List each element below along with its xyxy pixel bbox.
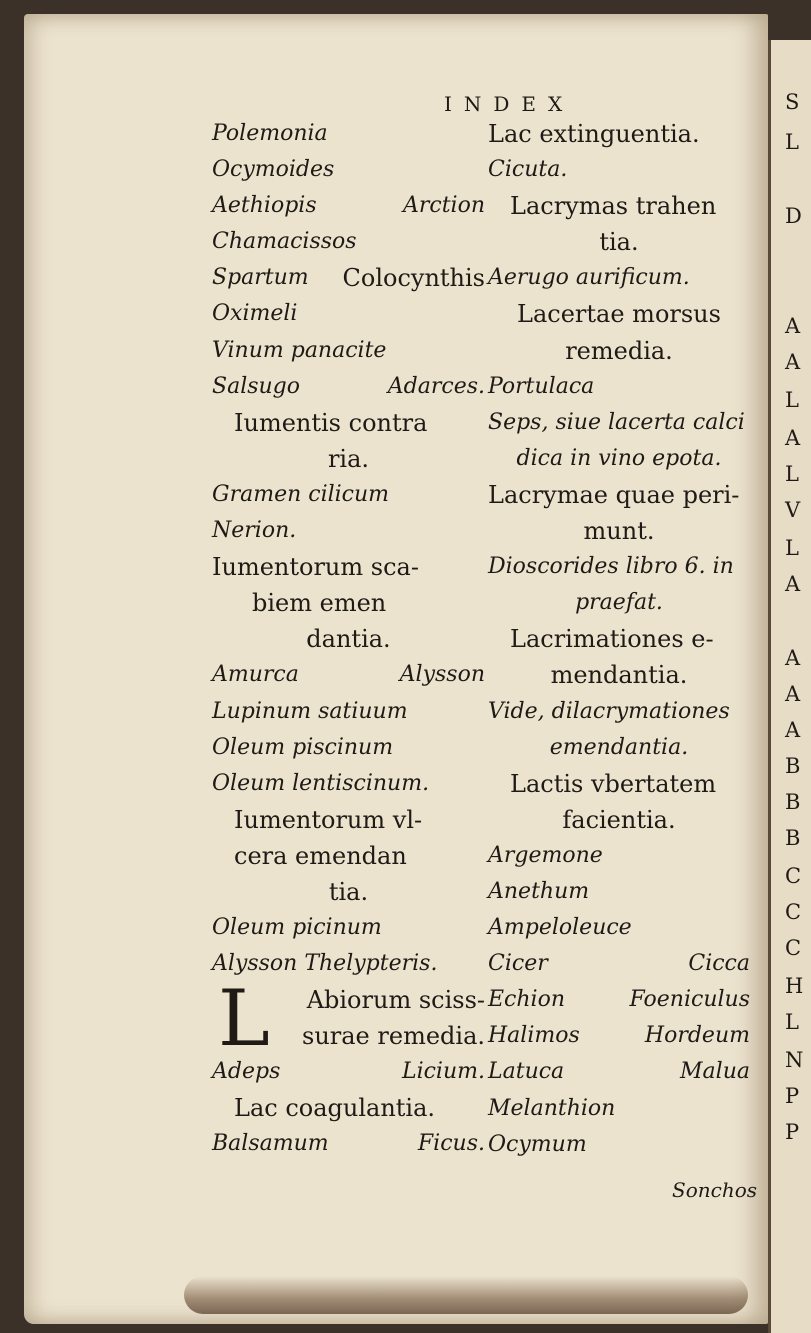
next-page-letter: B [785, 826, 801, 850]
index-entry: Gramen cilicum [212, 481, 390, 507]
index-heading: mendantia. [550, 661, 688, 690]
index-heading: biem emen [252, 589, 387, 618]
index-entry: Nerion. [212, 518, 297, 544]
index-entry: Ocymum [488, 1131, 587, 1157]
index-entry: Vinum panacite [212, 337, 387, 363]
index-entry: Oximeli [212, 301, 298, 327]
next-page-letter: L [785, 536, 799, 560]
next-page-letter: P [785, 1120, 800, 1144]
next-page-letter: A [785, 572, 801, 596]
index-entry-pair [212, 1054, 485, 1090]
index-entry: Melanthion [488, 1095, 616, 1121]
index-entry: Adarces. [387, 373, 485, 399]
index-entry: Aerugo aurificum. [488, 265, 690, 291]
index-entry: Cicer [488, 951, 548, 977]
index-entry: emendantia. [549, 734, 689, 760]
index-entry: Aethiopis [212, 193, 317, 219]
index-heading: Lac coagulantia. [234, 1094, 436, 1123]
index-heading: ria. [327, 444, 370, 473]
index-entry: Polemonia [212, 121, 328, 146]
index-heading: Lacrimationes e- [510, 625, 714, 654]
index-entry: Cicca [688, 951, 750, 977]
index-entry: Chamacissos [212, 229, 357, 255]
next-page-letter: B [785, 790, 801, 814]
index-entry: Lupinum satiuum [212, 698, 408, 724]
index-entry-pair [488, 982, 750, 1018]
next-page-letter: C [785, 936, 802, 960]
index-entry: Colocynthis [342, 264, 485, 293]
next-page-letter: P [785, 1084, 800, 1108]
next-page-letter: B [785, 754, 801, 778]
index-heading: tia. [599, 228, 639, 257]
next-page-letter: H [785, 974, 804, 998]
index-entry: Foeniculus [629, 987, 750, 1013]
index-entry: Vide, dilacrymationes [488, 698, 730, 724]
index-entry: Balsamum [212, 1131, 329, 1157]
dropcap-heading [212, 974, 485, 1065]
index-heading: Abiorum sciss- [306, 986, 485, 1015]
index-entry: Oleum piscinum [212, 734, 394, 760]
index-heading: Iumentorum vl- [234, 805, 423, 834]
next-page-letter: C [785, 900, 802, 924]
index-heading: remedia. [565, 336, 673, 365]
index-entry: Hordeum [644, 1023, 750, 1049]
index-heading: tia. [328, 877, 369, 906]
next-page-letter: V [785, 498, 801, 522]
index-entry-pair [488, 946, 750, 982]
index-entry-pair [212, 657, 485, 693]
index-entry: Latuca [488, 1059, 565, 1085]
index-heading: Lacrymae quae peri- [488, 480, 740, 509]
next-page-letter: N [785, 1048, 804, 1072]
index-heading: Lacrymas trahen [510, 192, 717, 221]
next-page-letter: A [785, 646, 801, 670]
next-page-letter: A [785, 718, 801, 742]
index-entry: Amurca [212, 662, 299, 688]
index-entry: praefat. [575, 590, 663, 616]
next-page-edge [768, 40, 811, 1333]
index-heading: munt. [583, 517, 655, 546]
next-page-letter: L [785, 1010, 799, 1034]
index-entry: Arction [402, 193, 485, 219]
index-heading: Iumentorum sca- [212, 553, 419, 582]
index-entry: Cicuta. [488, 157, 568, 183]
next-page-letter: D [785, 204, 802, 228]
index-heading: Lactis vbertatem [510, 769, 717, 798]
index-entry: Malua [680, 1059, 750, 1085]
next-page-letter: A [785, 682, 801, 706]
index-entry: Adeps [212, 1059, 281, 1085]
next-page-letter: L [785, 462, 799, 486]
index-entry-pair [212, 1126, 485, 1162]
index-entry: Ocymoides [212, 157, 335, 183]
dropcap-letter: L [218, 974, 270, 1065]
next-page-letter: A [785, 426, 801, 450]
index-entry: Alysson Thelypteris. [212, 951, 438, 977]
index-entry: Alysson [399, 662, 485, 688]
running-head: INDEX [444, 92, 575, 116]
index-entry-pair [212, 188, 485, 224]
index-entry-pair [212, 369, 485, 405]
index-heading: dantia. [306, 625, 391, 654]
index-entry: Licium. [401, 1059, 485, 1085]
index-entry: Argemone [488, 842, 603, 868]
right-column [488, 116, 750, 1163]
index-entry: Ampeloleuce [488, 915, 632, 941]
next-page-letter: A [785, 314, 801, 338]
index-entry: Portulaca [488, 373, 595, 399]
index-heading: Iumentis contra [234, 408, 428, 437]
next-page-letter: C [785, 864, 802, 888]
next-page-letter: L [785, 130, 799, 154]
next-page-letter: S [785, 90, 800, 114]
index-entry: Dioscorides libro 6. in [488, 554, 734, 580]
index-heading: surae remedia. [302, 1022, 485, 1051]
index-heading: Lac extinguentia. [488, 120, 700, 148]
index-heading: Lacertae morsus [517, 300, 721, 329]
index-entry: Echion [488, 987, 565, 1013]
left-column [212, 116, 485, 1163]
index-entry: dica in vino epota. [516, 445, 722, 471]
index-entry: Seps, siue lacerta calci [488, 409, 745, 435]
index-entry: Oleum lentiscinum. [212, 770, 430, 796]
index-entry: Salsugo [212, 373, 301, 399]
index-entry: Anethum [488, 878, 590, 904]
index-entry: Oleum picinum [212, 915, 382, 941]
index-heading: facientia. [562, 805, 676, 834]
index-entry: Spartum [212, 265, 309, 291]
index-entry: Halimos [488, 1023, 580, 1049]
next-page-letter: L [785, 388, 799, 412]
index-heading: cera emendan [234, 841, 407, 870]
index-entry-pair [488, 1054, 750, 1090]
catchword: Sonchos [672, 1178, 758, 1202]
index-entry: Ficus. [417, 1131, 485, 1157]
next-page-letter: A [785, 350, 801, 374]
index-entry-pair [212, 260, 485, 296]
index-entry-pair [488, 1018, 750, 1054]
